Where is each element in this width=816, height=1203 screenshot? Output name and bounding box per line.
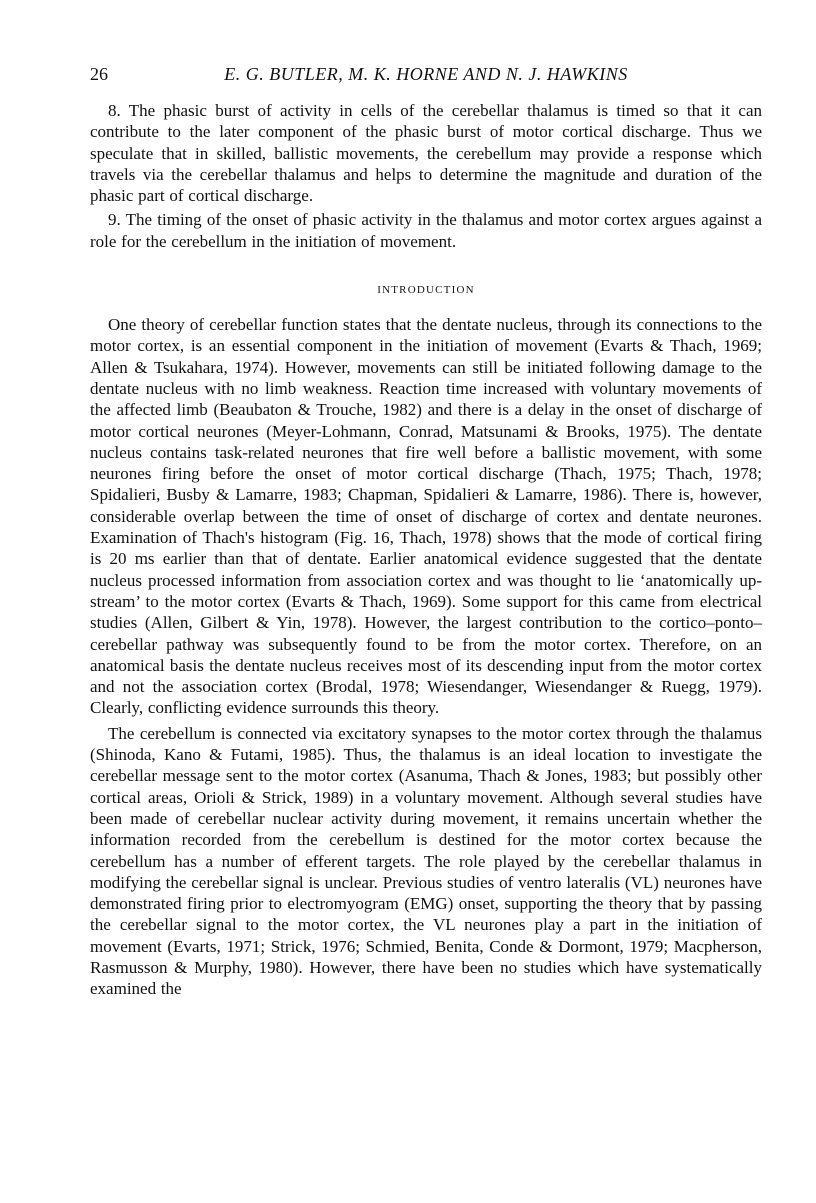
- section-heading-introduction: INTRODUCTION: [377, 284, 475, 297]
- summary-point-9: 9. The timing of the onset of phasic activity in the thalamus and motor cortex argues against a role for the cerebellum in the initiation of movement.: [90, 210, 762, 251]
- intro-paragraph-2: The cerebellum is connected via excitatory synapses to the motor cortex through the thalamus (Shinoda, Kano & Futami, 1985). Thus, the thalamus is an ideal location to investigate the cerebellar message sent to the motor cortex (Asanuma, Thach & Jones, 1983; but possibly other cortical areas, Orioli & Strick, 1989) in a voluntary movement. Although several studies have been made of cerebellar nuclear activity during movement, it remains uncertain whether the information recorded from the cerebellum is destined for the motor cortex because the cerebellum has a number of efferent targets. The role played by the cerebellar thalamus in modifying the cerebellar signal is unclear. Previous studies of ventro lateralis (VL) neurones have demonstrated firing prior to electromyogram (EMG) onset, supporting the theory that by passing the cerebellar signal to the motor cortex, the VL neurones play a part in the initiation of movement (Evarts, 1971; Strick, 1976; Schmied, Benita, Conde & Dormont, 1979; Macpherson, Rasmusson & Murphy, 1980). However, there have been no studies which have systematically examined the: [90, 723, 762, 999]
- summary-points: [90, 100, 762, 252]
- running-head: [90, 64, 762, 92]
- introduction-body: [90, 314, 762, 1000]
- summary-point-8: 8. The phasic burst of activity in cells of the cerebellar thalamus is timed so that it can contribute to the later component of the phasic burst of motor cortical discharge. Thus we speculate that in skilled, ballistic movements, the cerebellum may provide a response which travels via the cerebellar thalamus and helps to determine the magnitude and duration of the phasic part of cortical discharge.: [90, 101, 762, 206]
- page: [90, 64, 762, 1000]
- header-authors: E. G. BUTLER, M. K. HORNE AND N. J. HAWKINS: [224, 64, 628, 84]
- intro-paragraph-1: One theory of cerebellar function states that the dentate nucleus, through its connections to the motor cortex, is an essential component in the initiation of movement (Evarts & Thach, 1969; Allen & Tsukahara, 1974). However, movements can still be initiated following damage to the dentate nucleus with no limb weakness. Reaction time increased with voluntary movements of the affected limb (Beaubaton & Trouche, 1982) and there is a delay in the onset of discharge of motor cortical neurones (Meyer-Lohmann, Conrad, Matsunami & Brooks, 1975). The dentate nucleus contains task-related neurones that fire well before a ballistic movement, with some neurones firing before the onset of motor cortical discharge (Thach, 1975; Thach, 1978; Spidalieri, Busby & Lamarre, 1983; Chapman, Spidalieri & Lamarre, 1986). There is, however, considerable overlap between the time of onset of discharge of cortex and dentate neurones. Examination of Thach's histogram (Fig. 16, Thach, 1978) shows that the mode of cortical firing is 20 ms earlier than that of dentate. Earlier anatomical evidence suggested that the dentate nucleus processed information from association cortex and was thought to lie ‘anatomically up-stream’ to the motor cortex (Evarts & Thach, 1969). Some support for this came from electrical studies (Allen, Gilbert & Yin, 1978). However, the largest contribution to the cortico–ponto–cerebellar pathway was subsequently found to be from the motor cortex. Therefore, on an anatomical basis the dentate nucleus receives most of its descending input from the motor cortex and not the association cortex (Brodal, 1978; Wiesendanger, Wiesendanger & Ruegg, 1979). Clearly, conflicting evidence surrounds this theory.: [90, 315, 762, 718]
- page-number: 26: [90, 64, 108, 84]
